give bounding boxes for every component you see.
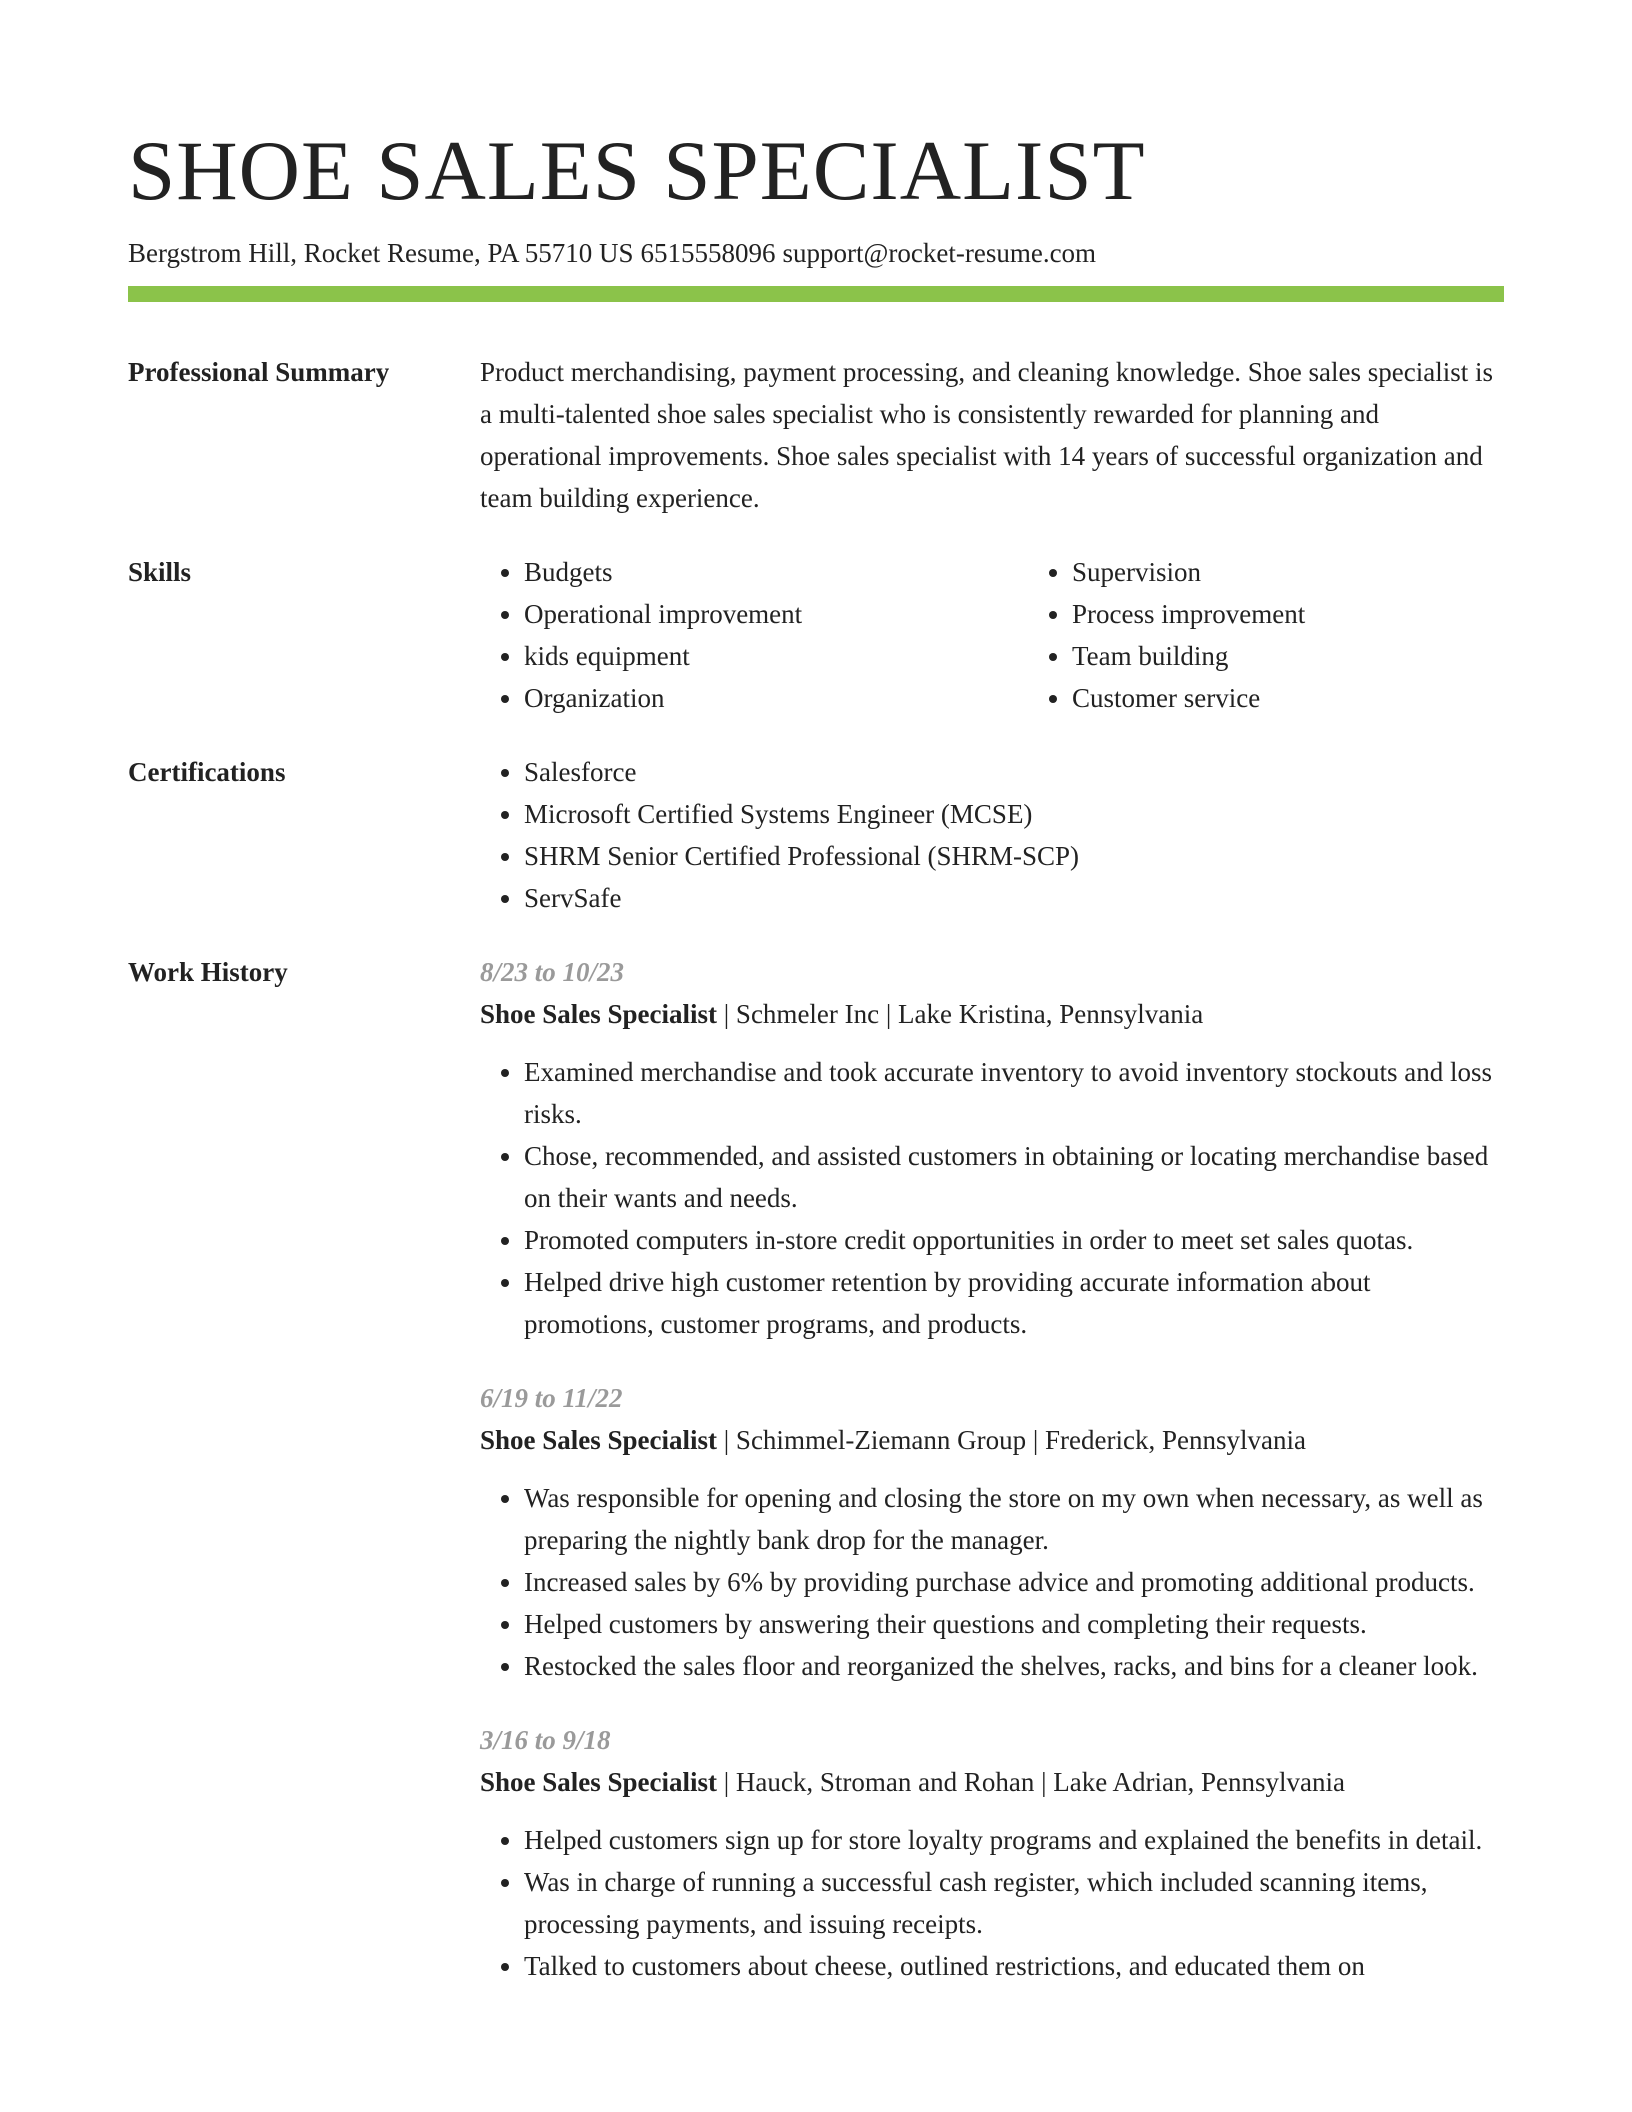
contact-phone: 6515558096 xyxy=(640,238,776,268)
skill-item: • Team building xyxy=(1072,635,1576,677)
job-bullet: • Helped customers sign up for store loyalty programs and explained the benefits in detail. xyxy=(524,1819,1504,1861)
job-title: Shoe Sales Specialist xyxy=(480,1767,718,1797)
job-heading xyxy=(480,993,1504,1035)
certifications-list-wrap xyxy=(480,751,1504,919)
skill-item: • Operational improvement xyxy=(524,593,1028,635)
certification-item: • Microsoft Certified Systems Engineer (MCSE) xyxy=(524,793,1504,835)
skills-columns xyxy=(480,551,1576,719)
skills-column-1 xyxy=(480,551,1028,719)
work-history-section xyxy=(128,951,1504,1987)
summary-text: Product merchandising, payment processing, and cleaning knowledge. Shoe sales specialist is a multi-talented shoe sales specialist who is consistently rewarded for planning and operational improvements. Shoe sales specialist with 14 years of successful organization and team building experience. xyxy=(480,357,1494,513)
skills-heading: Skills xyxy=(128,557,192,587)
skill-item: • Organization xyxy=(524,677,1028,719)
job-bullet: • Helped drive high customer retention by providing accurate information about promotions, customer programs, and products. xyxy=(524,1261,1504,1345)
job-entry xyxy=(480,1719,1504,1987)
job-entry xyxy=(480,1377,1504,1687)
work-history-body xyxy=(480,951,1504,1987)
skills-section xyxy=(128,551,1504,719)
job-bullets xyxy=(480,1819,1504,1987)
certifications-section xyxy=(128,751,1504,919)
job-details: | Hauck, Stroman and Rohan | Lake Adrian, Pennsylvania xyxy=(717,1767,1345,1797)
skill-item: • kids equipment xyxy=(524,635,1028,677)
job-title: Shoe Sales Specialist xyxy=(480,999,718,1029)
certification-item: • SHRM Senior Certified Professional (SHRM-SCP) xyxy=(524,835,1504,877)
job-bullet: • Talked to customers about cheese, outlined restrictions, and educated them on xyxy=(524,1945,1504,1987)
skill-item: • Budgets xyxy=(524,551,1028,593)
header-divider xyxy=(128,286,1504,302)
contact-line xyxy=(128,236,1504,270)
work-history-heading: Work History xyxy=(128,957,288,987)
job-dates: 3/16 to 9/18 xyxy=(480,1725,611,1755)
job-bullet: • Restocked the sales floor and reorganized the shelves, racks, and bins for a cleaner look. xyxy=(524,1645,1504,1687)
job-dates: 8/23 to 10/23 xyxy=(480,957,625,987)
certifications-heading: Certifications xyxy=(128,757,286,787)
job-bullet: • Examined merchandise and took accurate inventory to avoid inventory stockouts and loss risks. xyxy=(524,1051,1504,1135)
resume-title: SHOE SALES SPECIALIST xyxy=(128,124,1146,218)
job-bullet: • Was responsible for opening and closing the store on my own when necessary, as well as preparing the nightly bank drop for the manager. xyxy=(524,1477,1504,1561)
job-heading xyxy=(480,1419,1504,1461)
resume-page xyxy=(128,118,1504,1987)
job-title: Shoe Sales Specialist xyxy=(480,1425,718,1455)
job-bullet: • Helped customers by answering their questions and completing their requests. xyxy=(524,1603,1504,1645)
job-bullets xyxy=(480,1477,1504,1687)
job-details: | Schimmel-Ziemann Group | Frederick, Pennsylvania xyxy=(717,1425,1306,1455)
skill-item: • Supervision xyxy=(1072,551,1576,593)
certification-item: • ServSafe xyxy=(524,877,1504,919)
job-bullet: • Promoted computers in-store credit opportunities in order to meet set sales quotas. xyxy=(524,1219,1504,1261)
job-details: | Schmeler Inc | Lake Kristina, Pennsylvania xyxy=(717,999,1204,1029)
job-bullet: • Chose, recommended, and assisted customers in obtaining or locating merchandise based on their wants and needs. xyxy=(524,1135,1504,1219)
skill-item: • Customer service xyxy=(1072,677,1576,719)
skills-column-2 xyxy=(1028,551,1576,719)
certifications-list xyxy=(480,751,1504,919)
contact-email: support@rocket-resume.com xyxy=(782,238,1097,268)
job-dates: 6/19 to 11/22 xyxy=(480,1383,623,1413)
job-bullets xyxy=(480,1051,1504,1345)
certification-item: • Salesforce xyxy=(524,751,1504,793)
job-heading xyxy=(480,1761,1504,1803)
skill-item: • Process improvement xyxy=(1072,593,1576,635)
job-entry xyxy=(480,951,1504,1345)
summary-heading: Professional Summary xyxy=(128,357,390,387)
job-bullet: • Was in charge of running a successful cash register, which included scanning items, processing payments, and issuing receipts. xyxy=(524,1861,1504,1945)
contact-address: Bergstrom Hill, Rocket Resume, PA 55710 US xyxy=(128,238,634,268)
summary-section xyxy=(128,351,1504,519)
job-bullet: • Increased sales by 6% by providing purchase advice and promoting additional products. xyxy=(524,1561,1504,1603)
